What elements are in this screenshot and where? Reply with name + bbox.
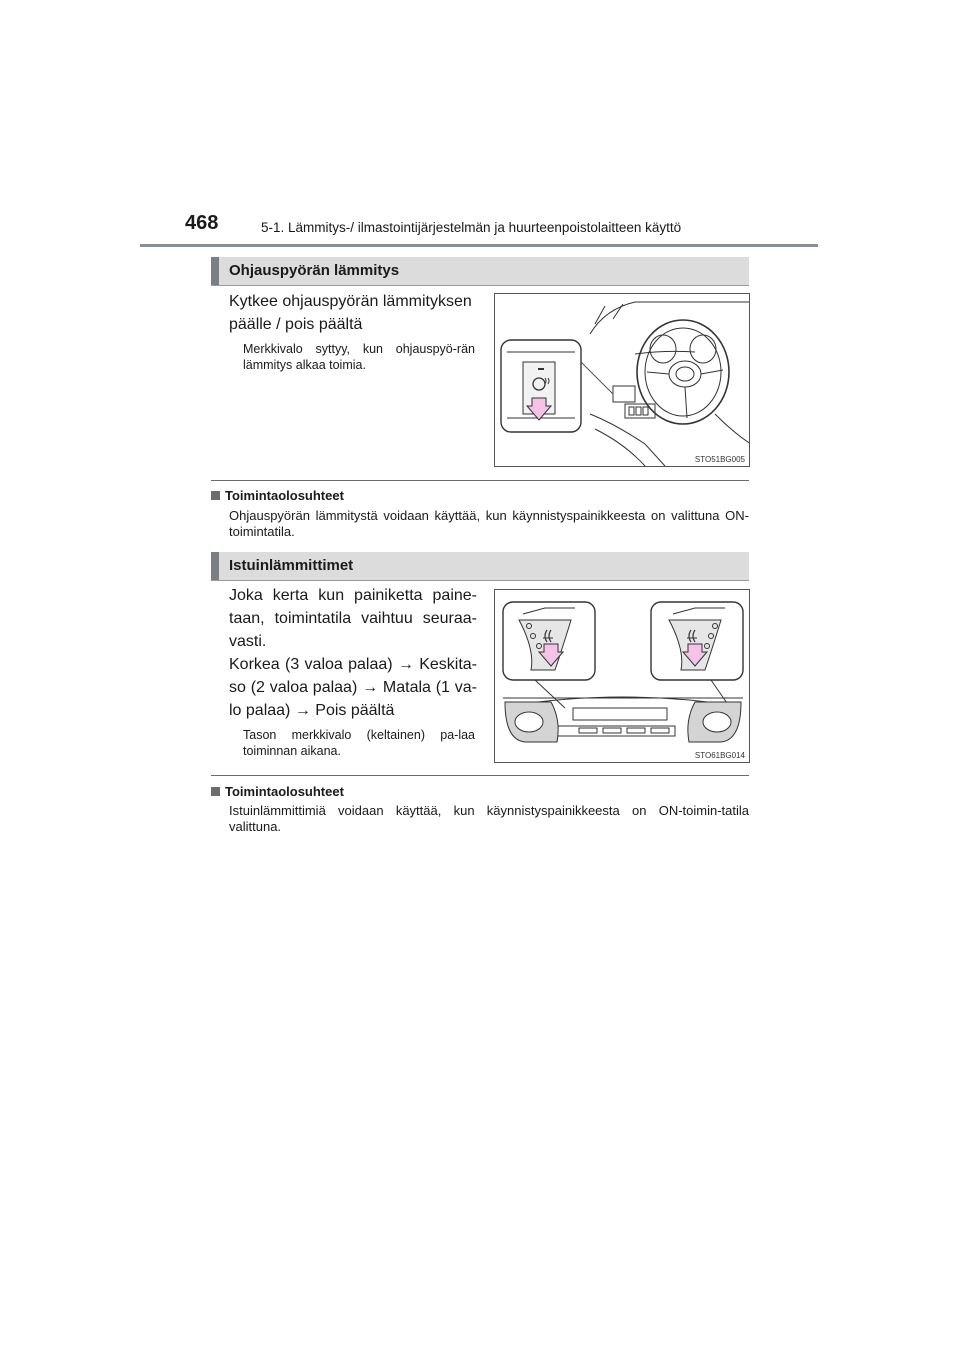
steering-heater-note: Merkkivalo syttyy, kun ohjauspyö-rän lämmitys alkaa toimia.	[243, 342, 475, 372]
bullet-square-icon	[211, 491, 220, 500]
page-header	[185, 212, 755, 246]
condition-body: Ohjauspyörän lämmitystä voidaan käyttää, kun käynnistyspainikkeesta on valittuna ON-toimintatila.	[229, 508, 749, 539]
seat-heater-figure	[494, 589, 750, 763]
steering-heater-figure	[494, 293, 750, 467]
steering-wheel-illustration	[495, 294, 750, 467]
section-divider	[211, 775, 749, 776]
condition-heading	[211, 488, 344, 503]
seat-heater-lead: Joka kerta kun painiketta paine-taan, toimintatila vaihtuu seuraa-vasti.	[229, 587, 477, 650]
seat-heater-levels: Korkea (3 valoa palaa) → Keskita-so (2 valoa palaa) → Matala (1 va-lo palaa) → Pois päältä	[229, 656, 477, 719]
section-title-text: Ohjauspyörän lämmitys	[229, 262, 400, 279]
chapter-title: 5-1. Lämmitys-/ ilmastointijärjestelmän ja huurteenpoistolaitteen käyttö	[261, 220, 682, 235]
seat-heater-illustration	[495, 590, 750, 763]
section-title-seat-heaters	[211, 552, 749, 580]
section-title-text: Istuinlämmittimet	[229, 557, 354, 574]
condition-heading-text: Toimintaolosuhteet	[225, 784, 344, 799]
section-divider	[211, 480, 749, 481]
figure-code: STO61BG014	[694, 751, 745, 760]
condition-body: Istuinlämmittimiä voidaan käyttää, kun käynnistyspainikkeesta on ON-toimin-tatila valittuna.	[229, 803, 749, 834]
header-rule	[140, 244, 818, 247]
page-number: 468	[185, 212, 219, 234]
bullet-square-icon	[211, 787, 220, 796]
section-title-steering-heater	[211, 257, 749, 285]
section-underline	[211, 580, 749, 581]
seat-heater-note: Tason merkkivalo (keltainen) pa-laa toiminnan aikana.	[243, 728, 475, 758]
condition-heading-text: Toimintaolosuhteet	[225, 488, 344, 503]
steering-heater-lead: Kytkee ohjauspyörän lämmityksen päälle / pois päältä	[229, 293, 472, 333]
condition-heading	[211, 784, 344, 799]
section-underline	[211, 285, 749, 286]
figure-code: STO51BG005	[694, 455, 745, 464]
